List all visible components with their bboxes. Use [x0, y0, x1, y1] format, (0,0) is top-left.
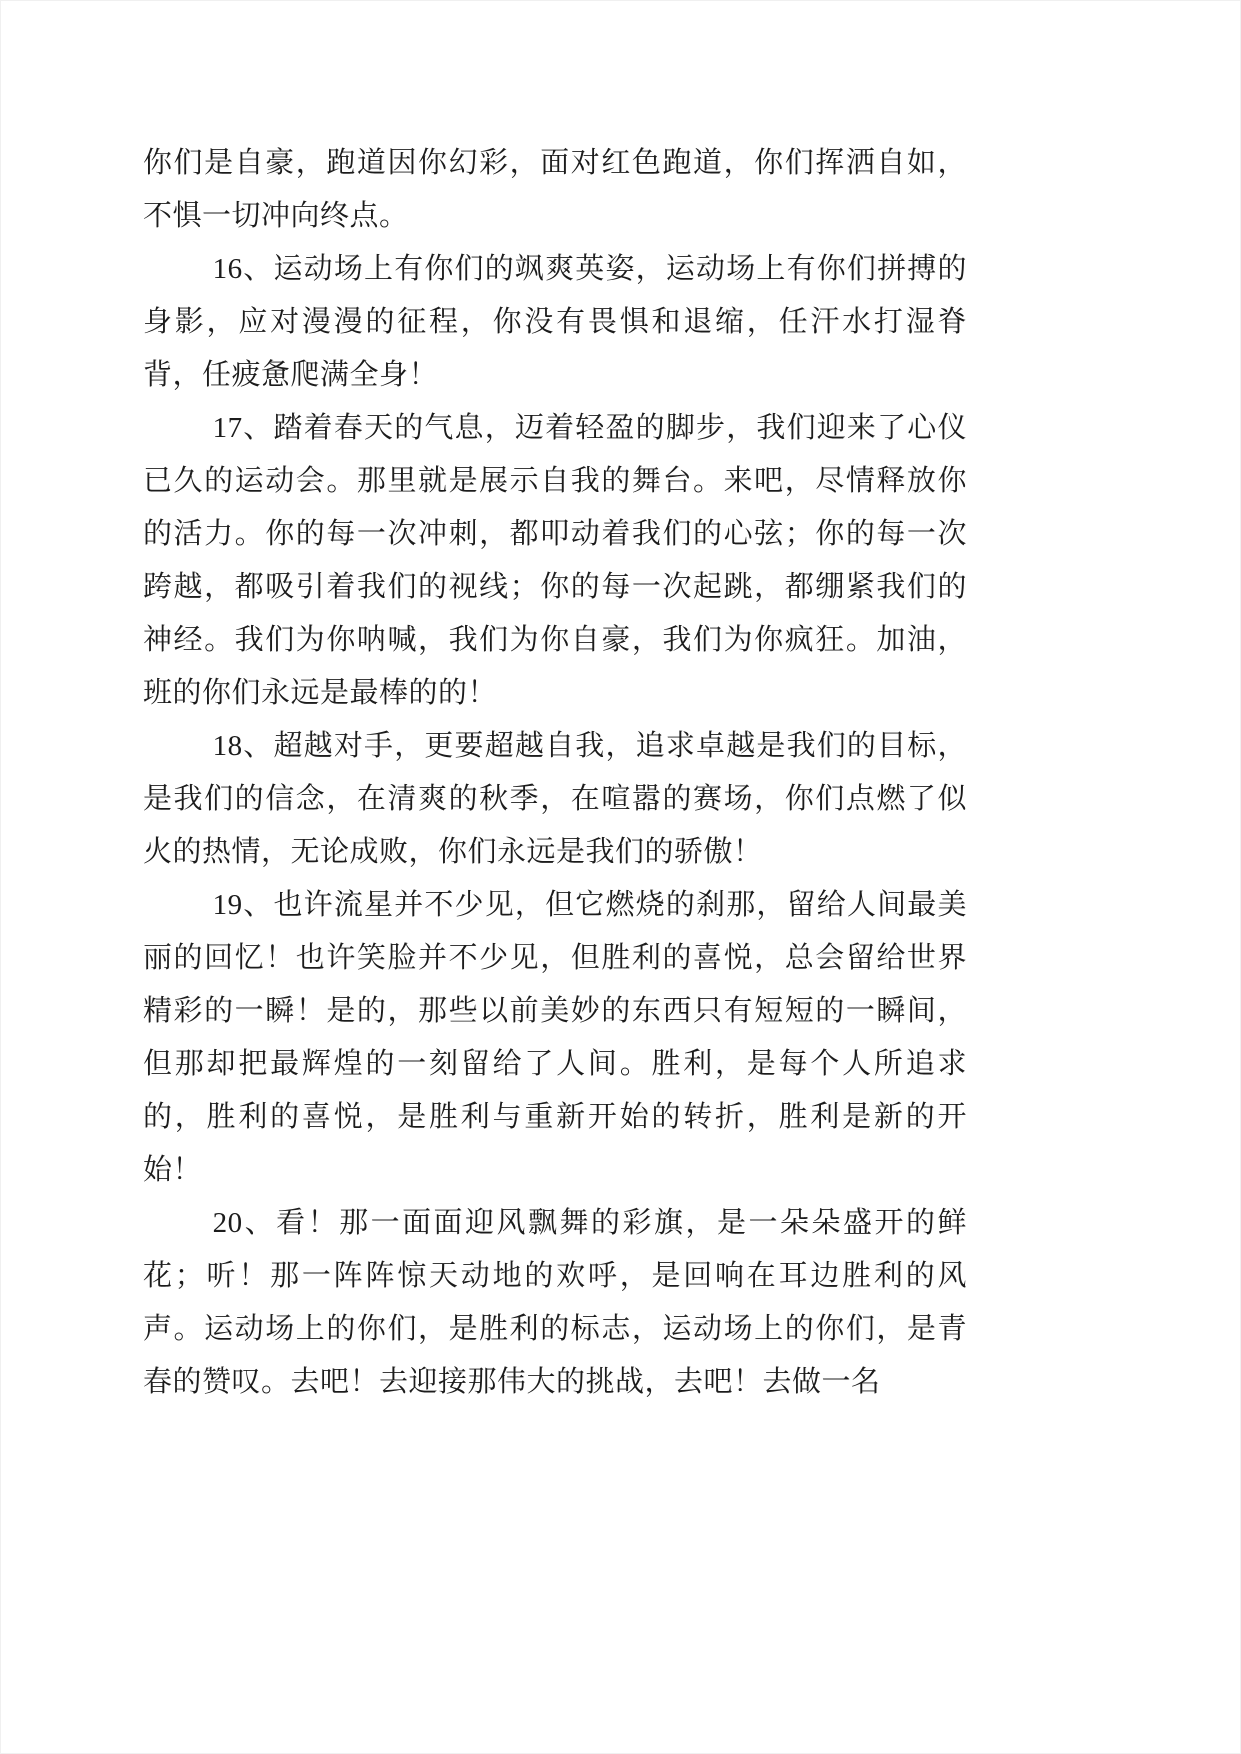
document-paragraph: 19、也许流星并不少见，但它燃烧的刹那，留给人间最美丽的回忆！也许笑脸并不少见，但胜利的喜悦，总会留给世界精彩的一瞬！是的，那些以前美妙的东西只有短短的一瞬间，但那却把最辉煌的一刻留给了人间。胜利，是每个人所追求的，胜利的喜悦，是胜利与重新开始的转折，胜利是新的开始！ [143, 889, 967, 1186]
document-text-area [143, 137, 967, 1409]
document-paragraph: 18、超越对手，更要超越自我，追求卓越是我们的目标，是我们的信念，在清爽的秋季，在喧嚣的赛场，你们点燃了似火的热情，无论成败，你们永远是我们的骄傲！ [143, 730, 967, 868]
document-paragraph: 16、运动场上有你们的飒爽英姿，运动场上有你们拼搏的身影，应对漫漫的征程，你没有畏惧和退缩，任汗水打湿脊背，任疲惫爬满全身！ [143, 253, 967, 391]
document-paragraph: 20、看！那一面面迎风飘舞的彩旗，是一朵朵盛开的鲜花；听！那一阵阵惊天动地的欢呼，是回响在耳边胜利的风声。运动场上的你们，是胜利的标志，运动场上的你们，是青春的赞叹。去吧！去迎接那伟大的挑战，去吧！去做一名 [143, 1207, 967, 1398]
document-paragraph: 17、踏着春天的气息，迈着轻盈的脚步，我们迎来了心仪已久的运动会。那里就是展示自我的舞台。来吧，尽情释放你的活力。你的每一次冲刺，都叩动着我们的心弦；你的每一次跨越，都吸引着我们的视线；你的每一次起跳，都绷紧我们的神经。我们为你呐喊，我们为你自豪，我们为你疯狂。加油，班的你们永远是最棒的的！ [143, 412, 967, 709]
document-paragraph: 你们是自豪，跑道因你幻彩，面对红色跑道，你们挥洒自如，不惧一切冲向终点。 [143, 147, 967, 232]
